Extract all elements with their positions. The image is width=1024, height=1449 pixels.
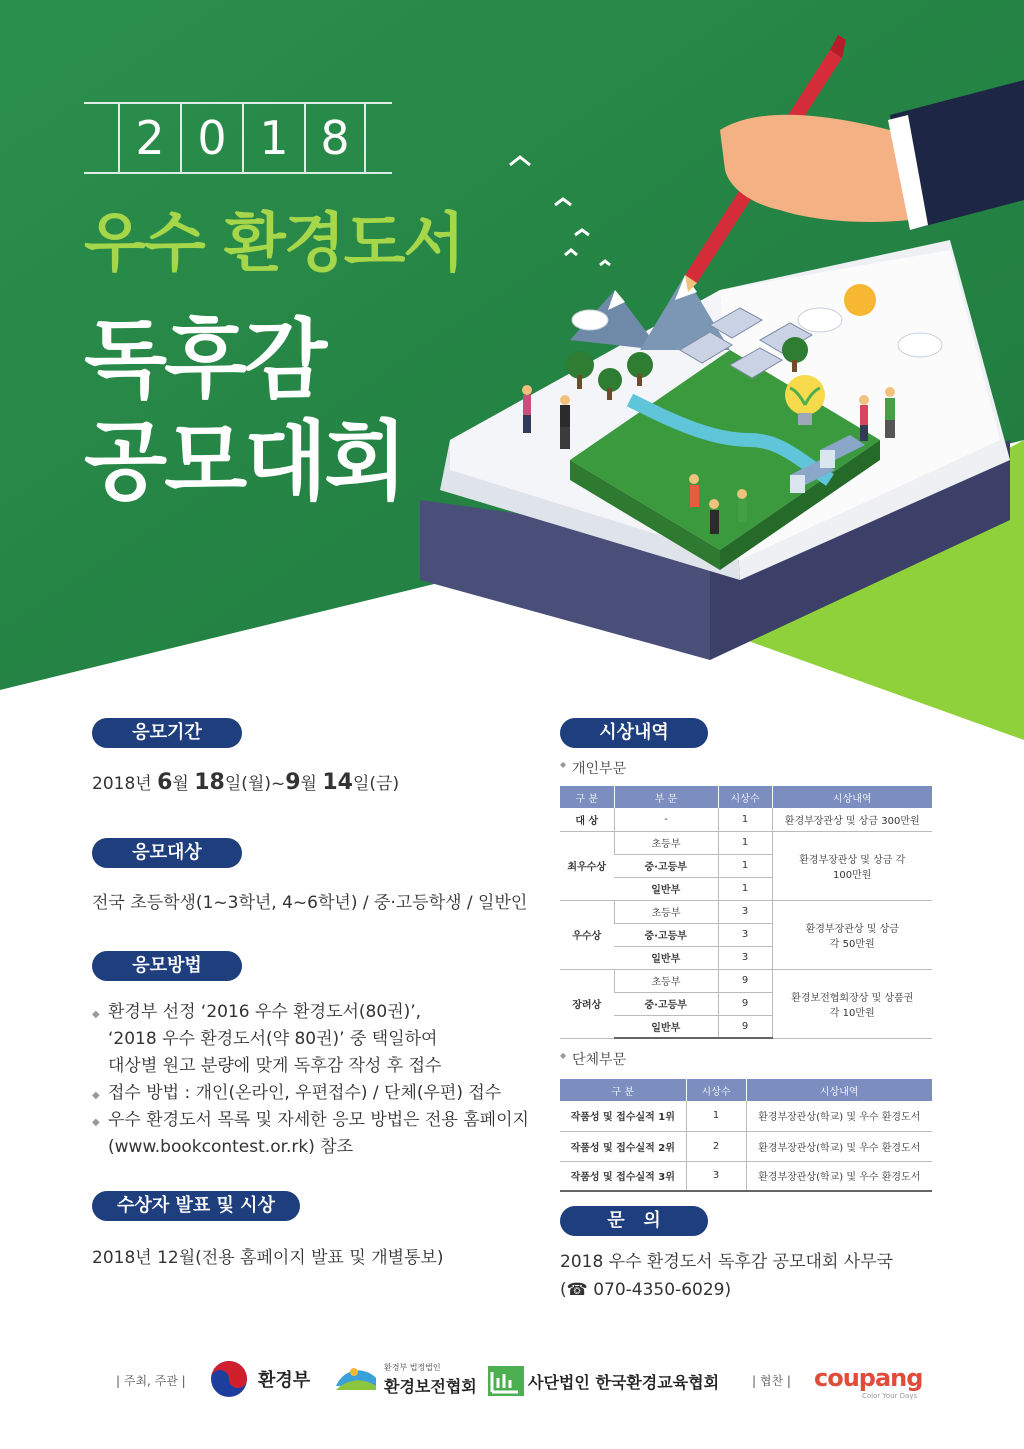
table-row: 대 상 - 1 환경부장관상 및 상금 300만원: [560, 808, 932, 831]
method-list: [92, 999, 552, 1161]
period-text: 2018년 6월 18일(월)~9월 14일(금): [92, 770, 400, 795]
table-row: 작품성 및 접수실적 3위 3 환경부장관상(학교) 및 우수 환경도서: [560, 1161, 932, 1191]
book-illustration-icon: [410, 20, 1024, 680]
section-label-method: 응모방법: [92, 951, 242, 981]
year-box: [84, 102, 392, 174]
title-line-3: 공모대회: [84, 412, 405, 512]
table-row: 중·고등부 9: [560, 992, 932, 1015]
section-label-period: 응모기간: [92, 718, 242, 748]
year-digits: [118, 104, 366, 172]
table-row: 작품성 및 접수실적 1위 1 환경부장관상(학교) 및 우수 환경도서: [560, 1101, 932, 1131]
sponsor-label: | 협찬 |: [752, 1374, 791, 1388]
section-label-target: 응모대상: [92, 838, 242, 868]
table-header-row: 구 분 시상수 시상내역: [560, 1079, 932, 1101]
group-awards-table: [560, 1079, 932, 1192]
group-label: ◆ 단체부문: [560, 1049, 932, 1069]
left-column: [92, 718, 552, 1268]
kepa-logo-icon: [334, 1364, 378, 1394]
table-row: 중·고등부 3: [560, 923, 932, 946]
sponsor-logo: coupang: [814, 1364, 923, 1392]
org1-name: 환경부: [258, 1370, 311, 1391]
table-row: 일반부 1: [560, 877, 932, 900]
title-line-1: 우수 환경도서: [84, 207, 464, 281]
right-column: [560, 718, 932, 1304]
announce-text: 2018년 12월(전용 홈페이지 발표 및 개별통보): [92, 1248, 444, 1268]
individual-label: ◆ 개인부문: [560, 758, 932, 778]
table-row: 작품성 및 접수실적 2위 2 환경부장관상(학교) 및 우수 환경도서: [560, 1131, 932, 1161]
org3-name: 사단법인 한국환경교육협회: [528, 1373, 720, 1392]
table-row: 일반부 3: [560, 946, 932, 969]
taegeuk-logo-icon: [210, 1360, 248, 1398]
org2-name: 환경보전협회: [384, 1377, 477, 1396]
year-digit: 1: [242, 104, 304, 172]
table-header-row: 구 분 부 문 시상수 시상내역: [560, 786, 932, 808]
keea-logo-icon: [488, 1366, 524, 1396]
section-label-contact: 문 의: [560, 1206, 708, 1236]
year-digit: 0: [180, 104, 242, 172]
individual-awards-table: [560, 786, 932, 1039]
section-label-awards: 시상내역: [560, 718, 708, 748]
table-row: 장려상 초등부 9 환경보전협회장상 및 상품권 각 10만원: [560, 969, 932, 992]
year-digit: 8: [304, 104, 366, 172]
table-row: 중·고등부 1: [560, 854, 932, 877]
method-item: ◆ 우수 환경도서 목록 및 자세한 응모 방법은 전용 홈페이지 (www.bookcontest.or.rk) 참조: [92, 1107, 552, 1161]
target-text: 전국 초등학생(1~3학년, 4~6학년) / 중·고등학생 / 일반인: [92, 893, 528, 913]
sponsor-tagline: Color Your Days: [862, 1392, 918, 1400]
contact-phone: (☎ 070-4350-6029): [560, 1280, 732, 1300]
contact-org: 2018 우수 환경도서 독후감 공모대회 사무국: [560, 1252, 894, 1272]
year-digit: 2: [118, 104, 180, 172]
table-row: 우수상 초등부 3 환경부장관상 및 상금 각 50만원: [560, 900, 932, 923]
method-item: ◆ 환경부 선정 ‘2016 우수 환경도서(80권)’, ‘2018 우수 환경도서(약 80권)’ 중 택일하여 대상별 원고 분량에 맞게 독후감 작성 후 접수: [92, 999, 552, 1080]
host-label: | 주최, 주관 |: [116, 1374, 186, 1388]
org2-small: 환경부 법정법인: [384, 1363, 441, 1372]
footer-logos: [0, 1356, 1024, 1416]
title-line-2: 독후감: [84, 310, 325, 410]
table-row: 일반부 9: [560, 1015, 932, 1038]
table-row: 최우수상 초등부 1 환경부장관상 및 상금 각 100만원: [560, 831, 932, 854]
section-label-announce: 수상자 발표 및 시상: [92, 1191, 300, 1221]
method-item: ◆ 접수 방법 : 개인(온라인, 우편접수) / 단체(우편) 접수: [92, 1080, 552, 1107]
